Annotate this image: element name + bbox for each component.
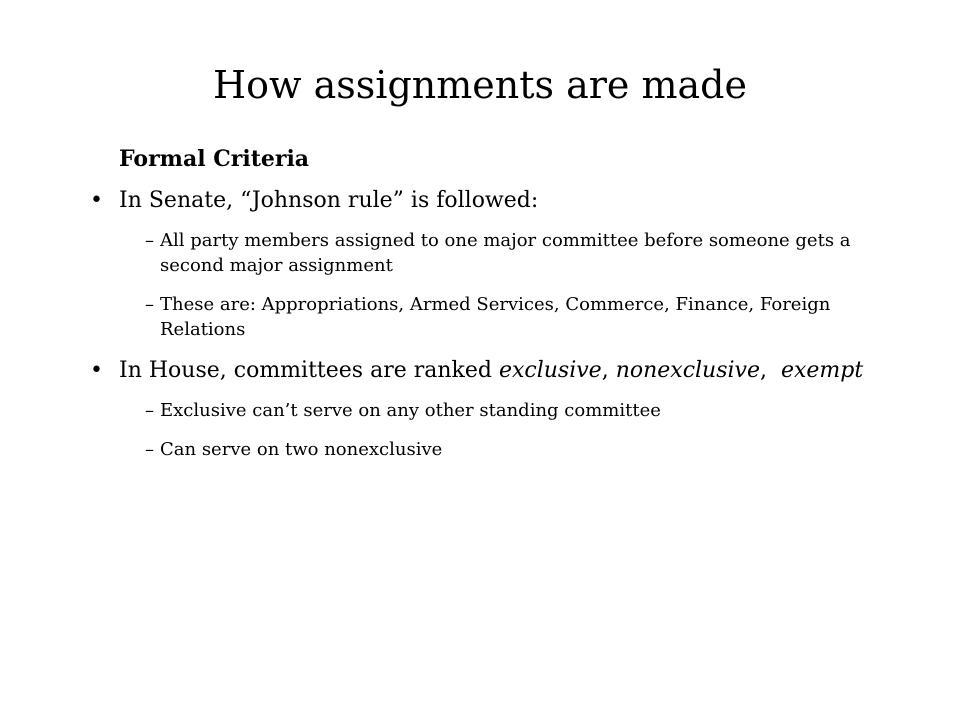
sub-bullet-text: Can serve on two nonexclusive [160, 439, 443, 460]
bullet-senate [88, 186, 908, 216]
slide-body [88, 144, 908, 476]
dash-icon: – [145, 439, 154, 460]
separator: , [760, 358, 781, 383]
sub-bullet-text: These are: Appropriations, Armed Services, Commerce, Finance, Foreign Relations [160, 294, 831, 340]
dash-icon: – [145, 294, 154, 315]
bullet-icon: • [90, 358, 103, 383]
sub-bullet-major-committees [145, 292, 908, 342]
bullet-house [88, 356, 908, 386]
dash-icon: – [145, 400, 154, 421]
bullet-senate-text: In Senate, “Johnson rule” is followed: [119, 188, 539, 213]
sub-bullet-party-members [145, 228, 908, 278]
sub-bullet-text: Exclusive can’t serve on any other standing committee [160, 400, 661, 421]
dash-icon: – [145, 230, 154, 251]
bullet-house-lead: In House, committees are ranked [119, 358, 499, 383]
section-heading: Formal Criteria [119, 146, 310, 172]
term-exempt: exempt [780, 358, 864, 383]
bullet-icon: • [90, 188, 103, 213]
term-exclusive: exclusive [498, 358, 602, 383]
slide-title: How assignments are made [213, 63, 747, 107]
sub-bullet-nonexclusive [145, 437, 908, 462]
term-nonexclusive: nonexclusive [615, 358, 760, 383]
separator: , [601, 358, 616, 383]
sub-bullet-text: All party members assigned to one major committee before someone gets a second major assignment [160, 230, 851, 276]
sub-bullet-exclusive [145, 398, 908, 423]
